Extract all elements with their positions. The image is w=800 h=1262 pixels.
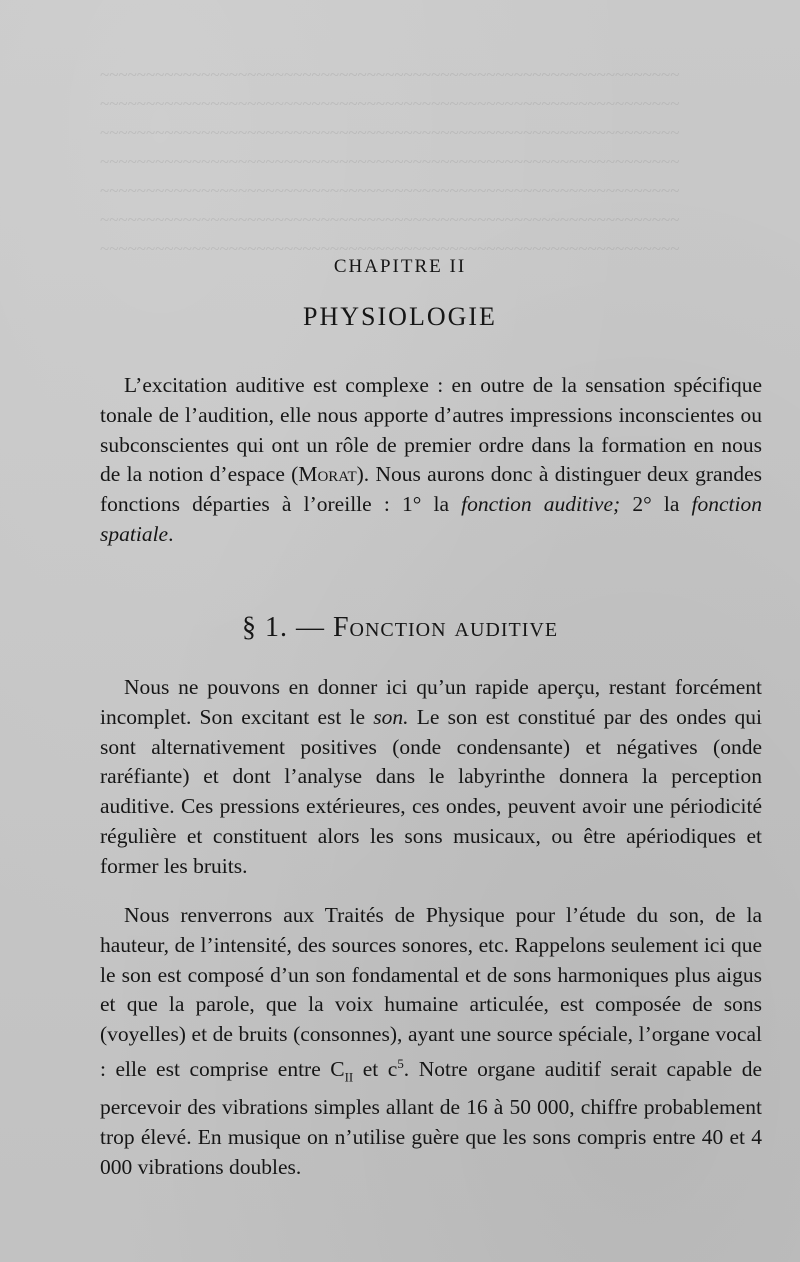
italic-term: fonction spatiale [100,492,762,546]
chapter-label: CHAPITRE II [333,256,467,277]
italic-term: son. [373,704,409,729]
paragraph-apercu [100,673,762,882]
paragraph-text: Nous ne pouvons en donner ici qu’un rapide aperçu, restant forcément incomplet. Son excitant est le [100,675,762,729]
paragraph-text: . Notre organe auditif serait capable de percevoir des vibrations simples allant de 16 à 50 000, chiffre probablement trop élevé. En musique on n’utilise guère que les sons compris entre 40 et 4 000 vibrations doubles. [100,1057,762,1179]
section-title: Fonction auditive [332,612,559,643]
section-heading [0,612,800,644]
section-number: 1. [264,612,288,643]
subscript: II [344,1070,354,1085]
paragraph-text: L’excitation auditive est complexe : en outre de la sensation spécifique tonale de l’audition, elle nous apporte d’autres impressions inconscientes ou subconscientes qui ont un rôle de premier ordre dans la formation en nous de la notion d’espace ( [100,373,762,487]
section-dash: — [295,612,325,643]
paragraph-text: 2° la [620,492,692,517]
paragraph-excitation [100,371,762,550]
paragraph-text: Nous renverrons aux Traités de Physique pour l’étude du son, de la hauteur, de l’intensité, des sources sonores, etc. Rappelons seulement ici que le son est composé d’un son fondamental et de sons harmoniques plus aigus et que la parole, que la voix humaine articulée, est composée de sons (voyelles) et de bruits (consonnes), ayant une source spéciale, l’organe vocal : elle est comprise entre C [100,903,762,1082]
paragraph-text: . [168,521,174,546]
chapter-title: PHYSIOLOGIE [303,302,497,331]
paragraph-text: et c [353,1057,398,1082]
section-symbol: § [241,612,257,643]
show-through-background: ~~~~~~~~~~~~~~~~~~~~~~~~~~~~~~~~~~~~~~~~~~~~~~~~~~~~~~~~~~~~~~~ ~~~~~~~~~~~~~~~~~~~~~~~~~~~~~~~~~~~~~~~~~~~~~~~~~~~~~~~~~~~~~~~ ~~~~~~~~~~~~~~~~~~~~~~~~~~~~~~~~~~~~~~~~~~~~~~~~~~~~~~~~~~~~~~~ ~~~~~~~~~~~~~~~~~~~~~~~~~~~~~~~~~~~~~~~~~~~~~~~~~~~~~~~~~~~~~~~ ~~~~~~~~~~~~~~~~~~~~~~~~~~~~~~~~~~~~~~~~~~~~~~~~~~~~~~~~~~~~~~~ ~~~~~~~~~~~~~~~~~~~~~~~~~~~~~~~~~~~~~~~~~~~~~~~~~~~~~~~~~~~~~~~ ~~~~~~~~~~~~~~~~~~~~~~~~~~~~~~~~~~~~~~~~~~~~~~~~~~~~~~~~~~~~~~~ [100,65,680,258]
paragraph-text: ). Nous aurons donc à distinguer deux grandes fonctions départies à l’oreille : 1° la [100,462,762,517]
paragraph-traites [100,901,762,1183]
italic-term: fonction auditive; [461,492,621,517]
author-name: Morat [298,462,357,487]
paragraph-text: Le son est constitué par des ondes qui sont alternativement positives (onde condensante) et négatives (onde raréfiante) et dont l’analyse dans le labyrinthe donnera la perception auditive. Ces pressions extérieures, ces ondes, peuvent avoir une périodicité régulière et constituent alors les sons musicaux, ou être apériodiques et former les bruits. [100,704,762,878]
superscript: 5 [397,1056,404,1071]
